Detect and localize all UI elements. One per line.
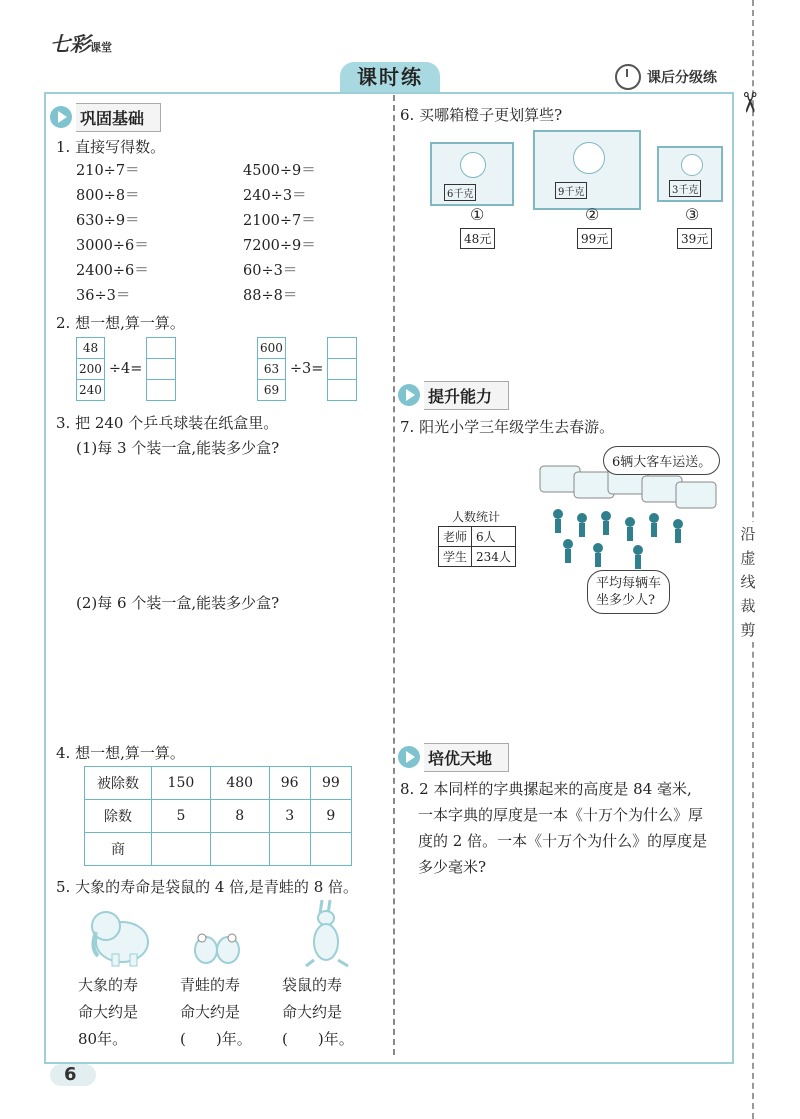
q8-line: 一本字典的厚度是一本《十万个为什么》厚	[418, 806, 704, 824]
table-cell: 96	[269, 767, 310, 800]
table-cell: 商	[85, 833, 152, 866]
section-advanced	[398, 744, 509, 770]
play-icon	[398, 746, 420, 768]
q1-title: 1. 直接写得数。	[56, 138, 166, 156]
q2-a-value: 200	[77, 359, 105, 380]
q1-item: 4500÷9＝	[243, 163, 316, 179]
q8-line: 多少毫米?	[418, 858, 487, 876]
note-line: 80年。	[78, 1030, 128, 1048]
q8-line: 8. 2 本同样的字典摞起来的高度是 84 毫米,	[400, 780, 692, 798]
answer-box[interactable]	[328, 338, 357, 359]
page-title: 课时练	[340, 62, 440, 92]
q2-b-value: 69	[258, 380, 286, 401]
elephant-icon	[84, 904, 154, 968]
bus-scene-icon	[538, 458, 718, 578]
answer-box[interactable]	[147, 359, 176, 380]
stat-title: 人数统计	[452, 510, 501, 524]
bubble-line: 平均每辆车	[596, 576, 662, 591]
kangaroo-icon	[300, 896, 352, 968]
table-cell: 9	[310, 800, 351, 833]
box-weight: 9千克	[555, 182, 587, 199]
q2-b-value: 600	[258, 338, 286, 359]
box-weight: 6千克	[444, 184, 476, 201]
q1-item: 800÷8＝	[76, 188, 140, 204]
table-cell: 5	[152, 800, 211, 833]
q2-a-value: 240	[77, 380, 105, 401]
note-line[interactable]: ( )年。	[180, 1030, 252, 1048]
header-right	[615, 64, 717, 90]
section-basic-label: 巩固基础	[76, 103, 161, 132]
table-cell: 6人	[472, 527, 516, 547]
table-cell: 234人	[472, 547, 516, 567]
q1-item: 36÷3＝	[76, 288, 131, 304]
column-divider	[393, 95, 395, 1055]
section-advanced-label: 培优天地	[424, 743, 509, 772]
table-cell: 99	[310, 767, 351, 800]
section-improve-label: 提升能力	[424, 381, 509, 410]
q1-item: 88÷8＝	[243, 288, 298, 304]
table-cell: 学生	[439, 547, 472, 567]
section-basic	[50, 104, 161, 130]
table-row	[439, 547, 516, 567]
orange-icon	[681, 154, 703, 176]
table-cell: 老师	[439, 527, 472, 547]
note-line: 青蛙的寿	[180, 976, 241, 994]
q2-b-op: ÷3=	[289, 361, 324, 377]
q2-a-value: 48	[77, 338, 105, 359]
play-icon	[50, 106, 72, 128]
table-row	[85, 767, 352, 800]
q4-title: 4. 想一想,算一算。	[56, 744, 185, 762]
answer-box[interactable]	[328, 359, 357, 380]
q5-title: 5. 大象的寿命是袋鼠的 4 倍,是青蛙的 8 倍。	[56, 878, 359, 896]
orange-box-1	[430, 142, 514, 206]
cut-note: 沿虚线裁剪	[738, 522, 758, 642]
answer-cell[interactable]	[210, 833, 269, 866]
orange-icon	[573, 142, 605, 174]
note-line[interactable]: ( )年。	[282, 1030, 354, 1048]
q8-line: 度的 2 倍。一本《十万个为什么》的厚度是	[418, 832, 708, 850]
box-number: ②	[585, 205, 600, 224]
note-line: 命大约是	[180, 1003, 241, 1021]
scissors-icon: ✂	[733, 90, 767, 115]
table-cell: 3	[269, 800, 310, 833]
q1-left-col	[76, 159, 149, 309]
answer-cell[interactable]	[269, 833, 310, 866]
answer-box[interactable]	[147, 380, 176, 401]
speech-bubble-question	[587, 570, 670, 614]
q1-item: 3000÷6＝	[76, 238, 149, 254]
note-line: 命大约是	[78, 1003, 139, 1021]
q1-item: 60÷3＝	[243, 263, 298, 279]
q1-item: 7200÷9＝	[243, 238, 316, 254]
answer-box[interactable]	[328, 380, 357, 401]
q6-title: 6. 买哪箱橙子更划算些?	[400, 106, 563, 124]
table-cell: 480	[210, 767, 269, 800]
brand-logo: 七彩课堂	[50, 32, 112, 56]
answer-cell[interactable]	[152, 833, 211, 866]
box-price: 39元	[677, 228, 712, 249]
answer-box[interactable]	[147, 338, 176, 359]
q2-a-answers[interactable]	[146, 337, 176, 401]
alarm-clock-icon	[615, 64, 641, 90]
kangaroo-note	[282, 972, 354, 1053]
table-cell: 150	[152, 767, 211, 800]
q2-group-b	[257, 337, 357, 401]
note-line: 袋鼠的寿	[282, 976, 343, 994]
box-number: ①	[470, 205, 485, 224]
q1-item: 2400÷6＝	[76, 263, 149, 279]
box-price: 48元	[460, 228, 495, 249]
q2-b-value: 63	[258, 359, 286, 380]
q1-right-col	[243, 159, 316, 309]
q1-item: 2100÷7＝	[243, 213, 316, 229]
speech-bubble-buses: 6辆大客车运送。	[603, 446, 720, 475]
header-right-label: 课后分级练	[647, 70, 717, 86]
table-cell: 被除数	[85, 767, 152, 800]
q3-title: 3. 把 240 个乒乓球装在纸盒里。	[56, 414, 279, 432]
frog-note	[180, 972, 252, 1053]
q1-item: 630÷9＝	[76, 213, 140, 229]
table-cell: 除数	[85, 800, 152, 833]
table-row	[85, 800, 352, 833]
note-line: 命大约是	[282, 1003, 343, 1021]
orange-box-3	[657, 146, 723, 202]
q3-sub2: (2)每 6 个装一盒,能装多少盒?	[76, 594, 280, 612]
table-cell: 8	[210, 800, 269, 833]
table-row	[439, 527, 516, 547]
q2-a-op: ÷4=	[108, 361, 143, 377]
box-weight: 3千克	[669, 180, 701, 197]
q2-title: 2. 想一想,算一算。	[56, 314, 185, 332]
q2-b-values	[257, 337, 286, 401]
q7-title: 7. 阳光小学三年级学生去春游。	[400, 418, 615, 436]
table-row	[85, 833, 352, 866]
q4-table	[84, 766, 352, 866]
section-improve	[398, 382, 509, 408]
orange-box-2	[533, 130, 641, 210]
box-price: 99元	[577, 228, 612, 249]
note-line: 大象的寿	[78, 976, 139, 994]
box-number: ③	[685, 205, 700, 224]
orange-icon	[460, 152, 486, 178]
q2-a-values	[76, 337, 105, 401]
bubble-line: 坐多少人?	[596, 593, 655, 608]
page-number: 6	[64, 1064, 77, 1085]
q1-item: 240÷3＝	[243, 188, 307, 204]
stat-table	[438, 526, 516, 567]
q8-text	[400, 776, 707, 880]
q3-sub1: (1)每 3 个装一盒,能装多少盒?	[76, 439, 280, 457]
q2-b-answers[interactable]	[327, 337, 357, 401]
answer-cell[interactable]	[310, 833, 351, 866]
frog-icon	[192, 924, 242, 968]
elephant-note	[78, 972, 138, 1053]
play-icon	[398, 384, 420, 406]
q1-item: 210÷7＝	[76, 163, 140, 179]
q2-group-a	[76, 337, 176, 401]
